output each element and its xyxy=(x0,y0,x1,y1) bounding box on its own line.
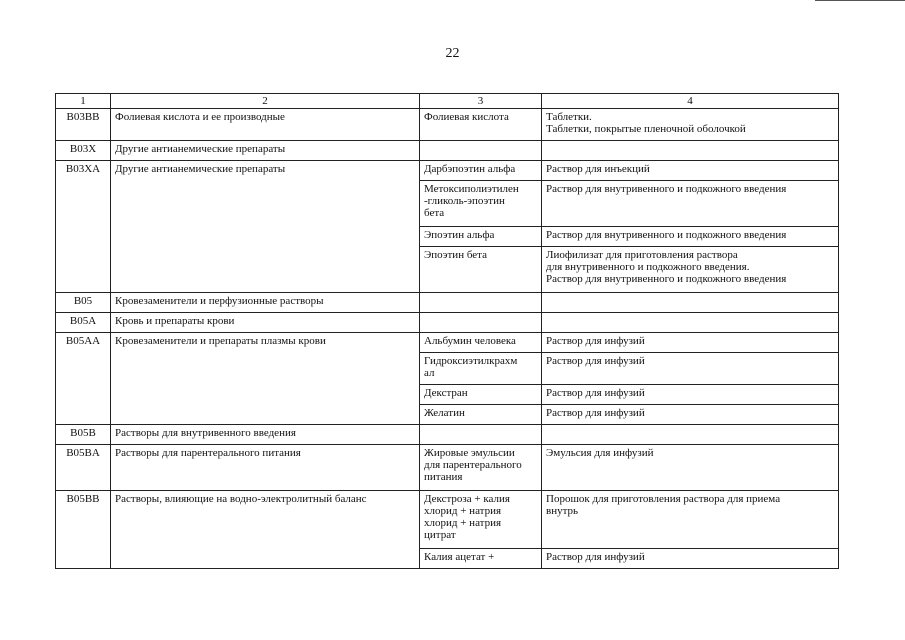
dosage-form-cell: Таблетки. Таблетки, покрытые пленочной оболочкой xyxy=(542,109,839,141)
atc-code-cell: B05B xyxy=(56,425,111,445)
group-name-cell: Растворы для внутривенного введения xyxy=(111,425,420,445)
atc-code-cell: B03XA xyxy=(56,161,111,293)
column-header: 4 xyxy=(542,94,839,109)
table-row xyxy=(56,491,839,549)
top-edge-rule xyxy=(815,0,905,1)
dosage-form-cell xyxy=(542,141,839,161)
column-header: 3 xyxy=(420,94,542,109)
drug-name-cell: Декстроза + калия хлорид + натрия хлорид + натрия цитрат xyxy=(420,491,542,549)
drug-name-cell: Фолиевая кислота xyxy=(420,109,542,141)
atc-code-cell: B05BA xyxy=(56,445,111,491)
table-row xyxy=(56,109,839,141)
dosage-form-cell: Раствор для инъекций xyxy=(542,161,839,181)
table-row xyxy=(56,161,839,181)
dosage-form-cell xyxy=(542,293,839,313)
group-name-cell: Фолиевая кислота и ее производные xyxy=(111,109,420,141)
dosage-form-cell xyxy=(542,313,839,333)
page-number: 22 xyxy=(445,46,460,61)
drug-name-cell: Жировые эмульсии для парентерального питания xyxy=(420,445,542,491)
atc-code-cell: B03X xyxy=(56,141,111,161)
drug-name-cell: Декстран xyxy=(420,385,542,405)
drug-classification-table xyxy=(55,93,839,569)
group-name-cell: Другие антианемические препараты xyxy=(111,161,420,293)
dosage-form-cell: Раствор для инфузий xyxy=(542,405,839,425)
dosage-form-cell: Лиофилизат для приготовления раствора для внутривенного и подкожного введения. Раствор для внутривенного и подкожного введения xyxy=(542,247,839,293)
dosage-form-cell: Раствор для инфузий xyxy=(542,385,839,405)
drug-name-cell: Эпоэтин альфа xyxy=(420,227,542,247)
dosage-form-cell: Раствор для инфузий xyxy=(542,353,839,385)
drug-name-cell xyxy=(420,293,542,313)
atc-code-cell: B05BB xyxy=(56,491,111,569)
table-row xyxy=(56,293,839,313)
drug-name-cell: Желатин xyxy=(420,405,542,425)
drug-name-cell: Эпоэтин бета xyxy=(420,247,542,293)
group-name-cell: Кровезаменители и перфузионные растворы xyxy=(111,293,420,313)
dosage-form-cell: Порошок для приготовления раствора для приема внутрь xyxy=(542,491,839,549)
table-row xyxy=(56,425,839,445)
table-row xyxy=(56,141,839,161)
dosage-form-cell: Раствор для инфузий xyxy=(542,549,839,569)
dosage-form-cell xyxy=(542,425,839,445)
group-name-cell: Другие антианемические препараты xyxy=(111,141,420,161)
atc-code-cell: B05A xyxy=(56,313,111,333)
drug-name-cell: Калия ацетат + xyxy=(420,549,542,569)
drug-name-cell: Гидроксиэтилкрахм ал xyxy=(420,353,542,385)
table-row xyxy=(56,333,839,353)
drug-name-cell xyxy=(420,425,542,445)
table-row xyxy=(56,313,839,333)
group-name-cell: Растворы, влияющие на водно-электролитный баланс xyxy=(111,491,420,569)
atc-code-cell: B05 xyxy=(56,293,111,313)
drug-name-cell: Метоксиполиэтилен -гликоль-эпоэтин бета xyxy=(420,181,542,227)
drug-name-cell: Альбумин человека xyxy=(420,333,542,353)
group-name-cell: Кровь и препараты крови xyxy=(111,313,420,333)
drug-name-cell: Дарбэпоэтин альфа xyxy=(420,161,542,181)
dosage-form-cell: Эмульсия для инфузий xyxy=(542,445,839,491)
table-header-row xyxy=(56,94,839,109)
drug-name-cell xyxy=(420,141,542,161)
table-row xyxy=(56,445,839,491)
dosage-form-cell: Раствор для инфузий xyxy=(542,333,839,353)
drug-name-cell xyxy=(420,313,542,333)
atc-code-cell: B05AA xyxy=(56,333,111,425)
dosage-form-cell: Раствор для внутривенного и подкожного введения xyxy=(542,181,839,227)
column-header: 1 xyxy=(56,94,111,109)
dosage-form-cell: Раствор для внутривенного и подкожного введения xyxy=(542,227,839,247)
atc-code-cell: B03BB xyxy=(56,109,111,141)
group-name-cell: Растворы для парентерального питания xyxy=(111,445,420,491)
column-header: 2 xyxy=(111,94,420,109)
group-name-cell: Кровезаменители и препараты плазмы крови xyxy=(111,333,420,425)
